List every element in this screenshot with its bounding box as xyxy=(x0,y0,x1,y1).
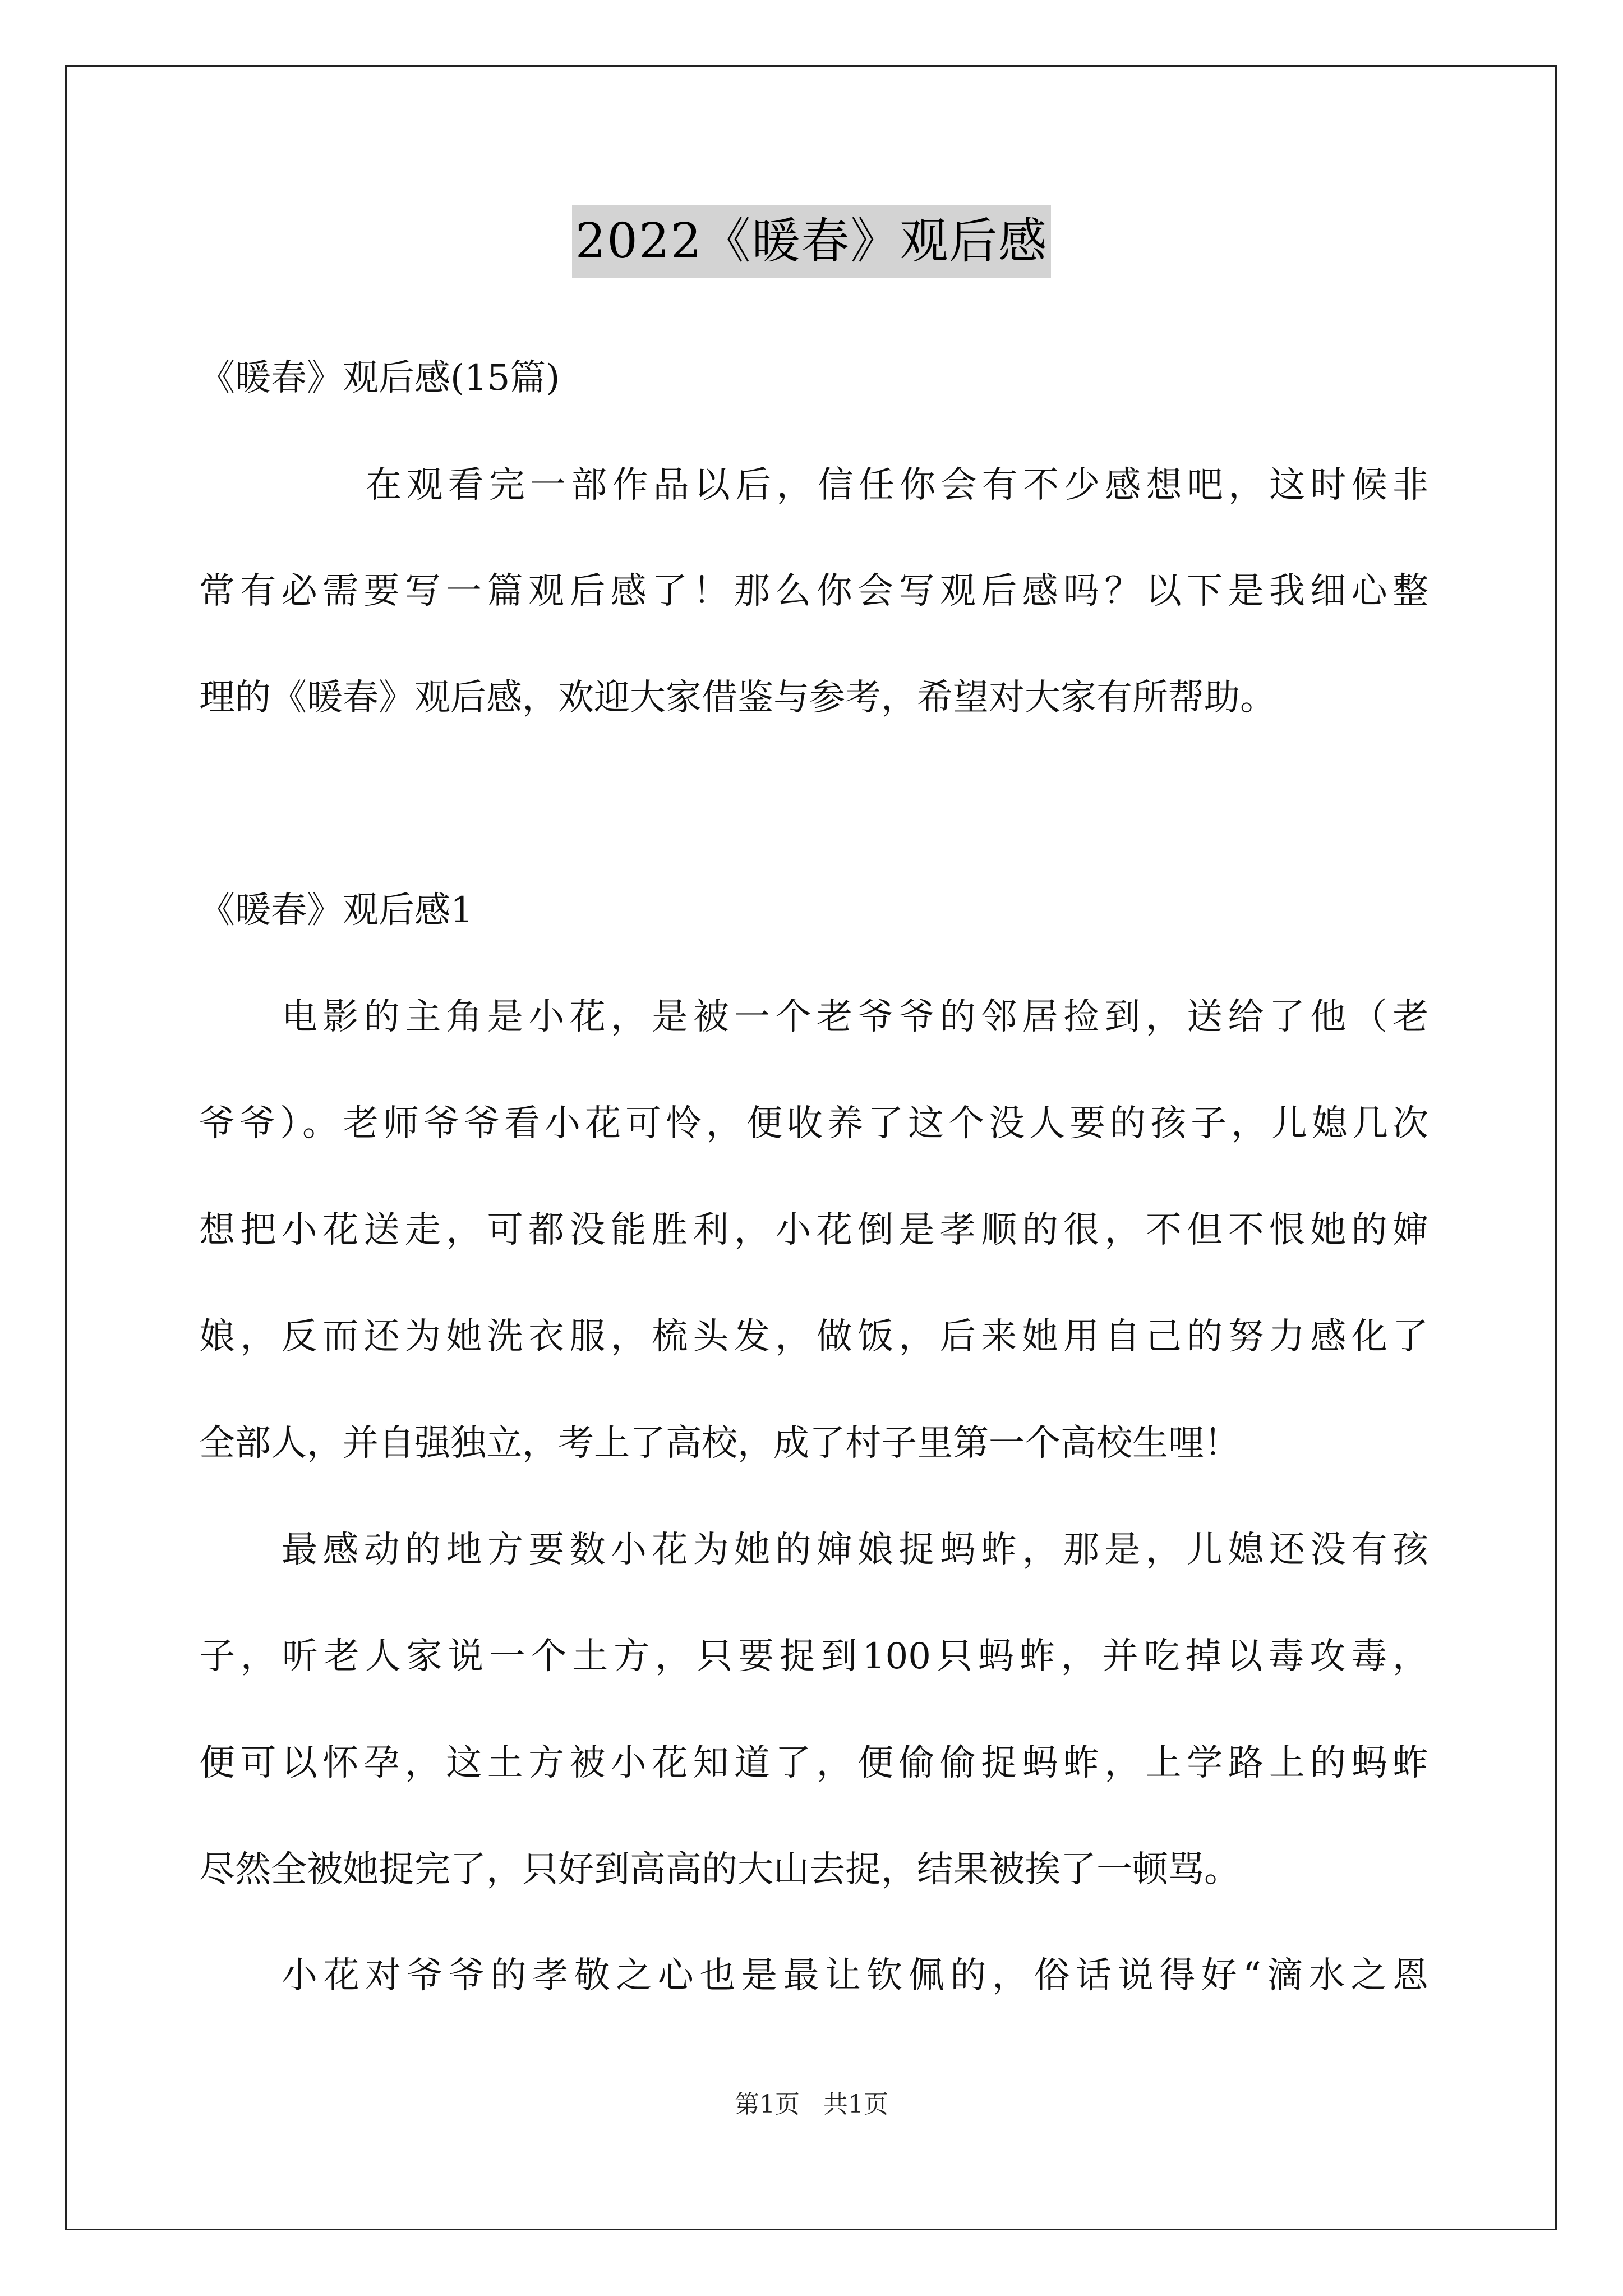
page-number: 第1页 xyxy=(735,2090,800,2119)
intro-line-1: 在观看完一部作品以后，信任你会有不少感想吧，这时候非 xyxy=(366,464,1428,506)
page-total: 共1页 xyxy=(823,2090,888,2119)
paragraph2-line-4: 尽然全被她捉完了，只好到高高的大山去捉，结果被挨了一顿骂。 xyxy=(199,1849,1240,1890)
title-container xyxy=(0,205,1623,278)
paragraph1-line-4: 娘，反而还为她洗衣服，梳头发，做饭，后来她用自己的努力感化了 xyxy=(199,1316,1428,1358)
paragraph2-line-2: 子，听老人家说一个土方，只要捉到100只蚂蚱，并吃掉以毒攻毒， xyxy=(199,1636,1428,1677)
paragraph1-line-5: 全部人，并自强独立，考上了高校，成了村子里第一个高校生哩！ xyxy=(199,1423,1240,1464)
paragraph2-line-3: 便可以怀孕，这土方被小花知道了，便偷偷捉蚂蚱，上学路上的蚂蚱 xyxy=(199,1742,1428,1784)
page-footer xyxy=(0,2088,1623,2122)
intro-line-2: 常有必需要写一篇观后感了！那么你会写观后感吗？以下是我细心整 xyxy=(199,570,1428,612)
section-heading: 《暖春》观后感1 xyxy=(199,890,473,931)
paragraph1-line-3: 想把小花送走，可都没能胜利，小花倒是孝顺的很，不但不恨她的婶 xyxy=(199,1209,1428,1251)
paragraph2-line-1: 最感动的地方要数小花为她的婶娘捉蚂蚱，那是，儿媳还没有孩 xyxy=(282,1529,1428,1571)
document-subtitle: 《暖春》观后感(15篇) xyxy=(199,357,560,399)
intro-line-3: 理的《暖春》观后感，欢迎大家借鉴与参考，希望对大家有所帮助。 xyxy=(199,677,1276,719)
paragraph3-line-1: 小花对爷爷的孝敬之心也是最让钦佩的，俗话说得好“滴水之恩 xyxy=(282,1955,1428,1996)
paragraph1-line-2: 爷爷）。老师爷爷看小花可怜，便收养了这个没人要的孩子，儿媳几次 xyxy=(199,1103,1428,1144)
document-title: 2022《暖春》观后感 xyxy=(572,205,1052,278)
paragraph1-line-1: 电影的主角是小花，是被一个老爷爷的邻居捡到，送给了他（老 xyxy=(282,996,1428,1038)
